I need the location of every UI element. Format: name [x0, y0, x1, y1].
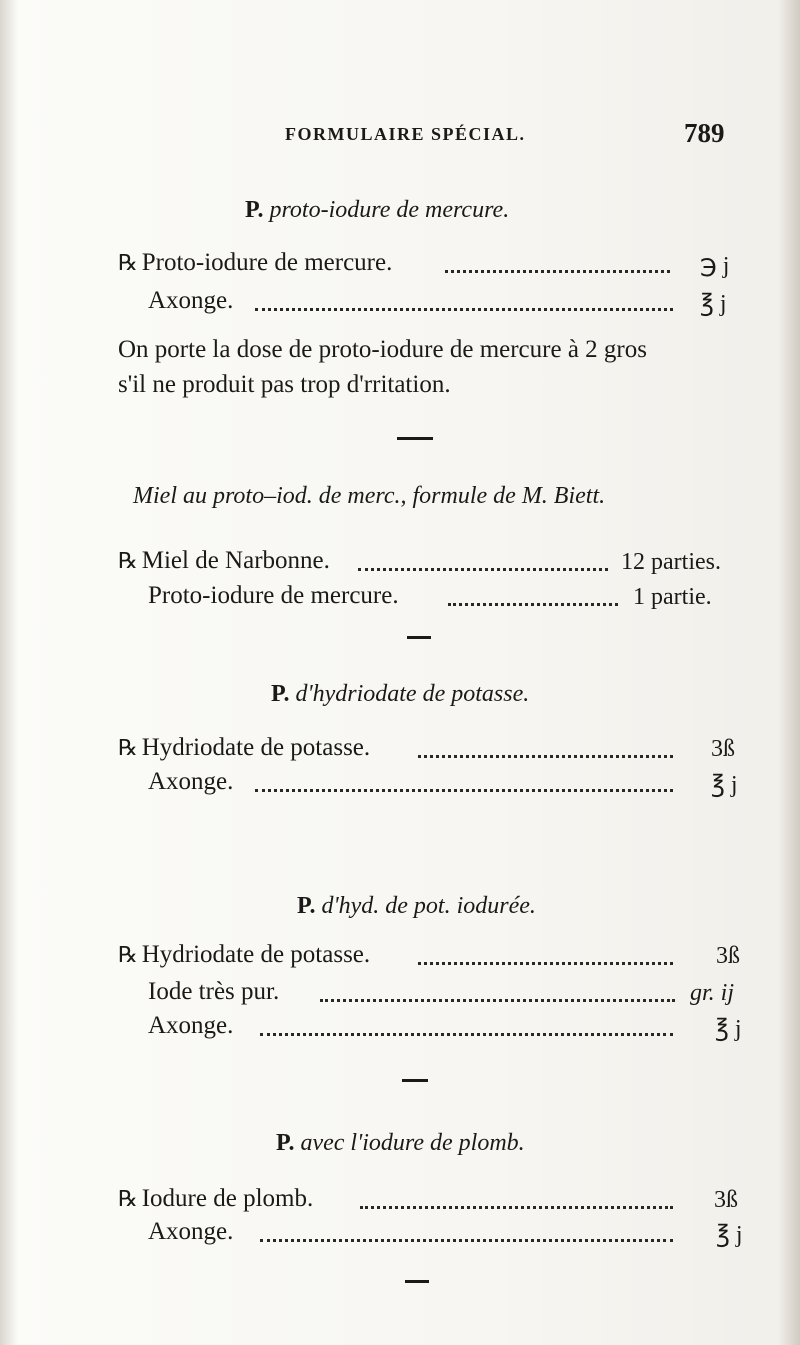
ingredient-quantity: ℥ j [700, 291, 727, 317]
ingredient-quantity: 3ß [711, 736, 735, 762]
dot-leader [418, 755, 673, 758]
ingredient-name: Hydriodate de potasse. [141, 941, 371, 968]
ingredient-quantity: ℈ j [700, 253, 730, 279]
ingredient-line [148, 582, 399, 610]
ingredient-quantity: 3ß [716, 943, 740, 969]
ingredient-name: Hydriodate de potasse. [141, 734, 371, 761]
prescription-sign: ℞ [118, 942, 138, 967]
dot-leader [255, 308, 673, 311]
ingredient-quantity: gr. ij [690, 980, 735, 1006]
page-gutter-right [778, 0, 800, 1345]
section-heading: P. d'hydriodate de potasse. [271, 681, 530, 707]
dot-leader [418, 962, 673, 965]
ingredient-line [148, 1012, 233, 1040]
bleed-through-text [120, 840, 126, 868]
dot-leader [358, 568, 608, 571]
prescription-sign: ℞ [118, 735, 138, 760]
ingredient-line [118, 734, 370, 762]
ingredient-quantity: ℥ j [715, 1016, 742, 1042]
ingredient-quantity: 12 parties. [621, 549, 721, 575]
ingredient-line [148, 287, 233, 315]
ingredient-quantity: ℥ j [711, 772, 738, 798]
ingredient-line [148, 1218, 233, 1246]
section-heading: P. proto-iodure de mercure. [245, 197, 510, 223]
section-divider [397, 437, 433, 440]
dot-leader [360, 1206, 673, 1209]
section-heading: P. d'hyd. de pot. iodurée. [297, 893, 536, 919]
section-divider [405, 1280, 429, 1283]
ingredient-name: Axonge. [148, 1218, 234, 1245]
ingredient-line [148, 768, 233, 796]
note-line: s'il ne produit pas trop d'rritation. [118, 371, 451, 398]
dot-leader [260, 1033, 673, 1036]
ingredient-name: Miel de Narbonne. [141, 547, 330, 574]
note-line: On porte la dose de proto-iodure de mercure à 2 gros [118, 336, 647, 363]
ingredient-name: Iode très pur. [148, 978, 280, 1005]
ingredient-line [148, 978, 279, 1006]
dot-leader [445, 270, 670, 273]
ingredient-name: Iodure de plomb. [141, 1185, 314, 1212]
ingredient-name: Proto-iodure de mercure. [148, 582, 399, 609]
page-number: 789 [684, 118, 725, 148]
dot-leader [260, 1239, 673, 1242]
dot-leader [320, 999, 675, 1002]
ingredient-line [118, 547, 330, 575]
ingredient-quantity: 1 partie. [633, 584, 712, 610]
section-heading: P. avec l'iodure de plomb. [276, 1130, 525, 1156]
prescription-sign: ℞ [118, 1186, 138, 1211]
running-header: FORMULAIRE SPÉCIAL. [285, 124, 526, 144]
dot-leader [448, 603, 618, 606]
ingredient-line [118, 1185, 313, 1213]
section-heading: Miel au proto–iod. de merc., formule de M. Biett. [133, 483, 606, 509]
prescription-sign: ℞ [118, 548, 138, 573]
ingredient-name: Proto-iodure de mercure. [141, 249, 393, 276]
section-divider [407, 636, 431, 639]
ingredient-name: Axonge. [148, 768, 234, 795]
dot-leader [255, 789, 673, 792]
ingredient-line [118, 941, 370, 969]
ingredient-name: Axonge. [148, 287, 234, 314]
ingredient-quantity: 3ß [714, 1187, 738, 1213]
prescription-sign: ℞ [118, 250, 138, 275]
ingredient-quantity: ℥ j [716, 1222, 743, 1248]
section-divider [402, 1079, 428, 1082]
page-gutter-left [0, 0, 18, 1345]
ingredient-name: Axonge. [148, 1012, 234, 1039]
ingredient-line [118, 249, 392, 277]
